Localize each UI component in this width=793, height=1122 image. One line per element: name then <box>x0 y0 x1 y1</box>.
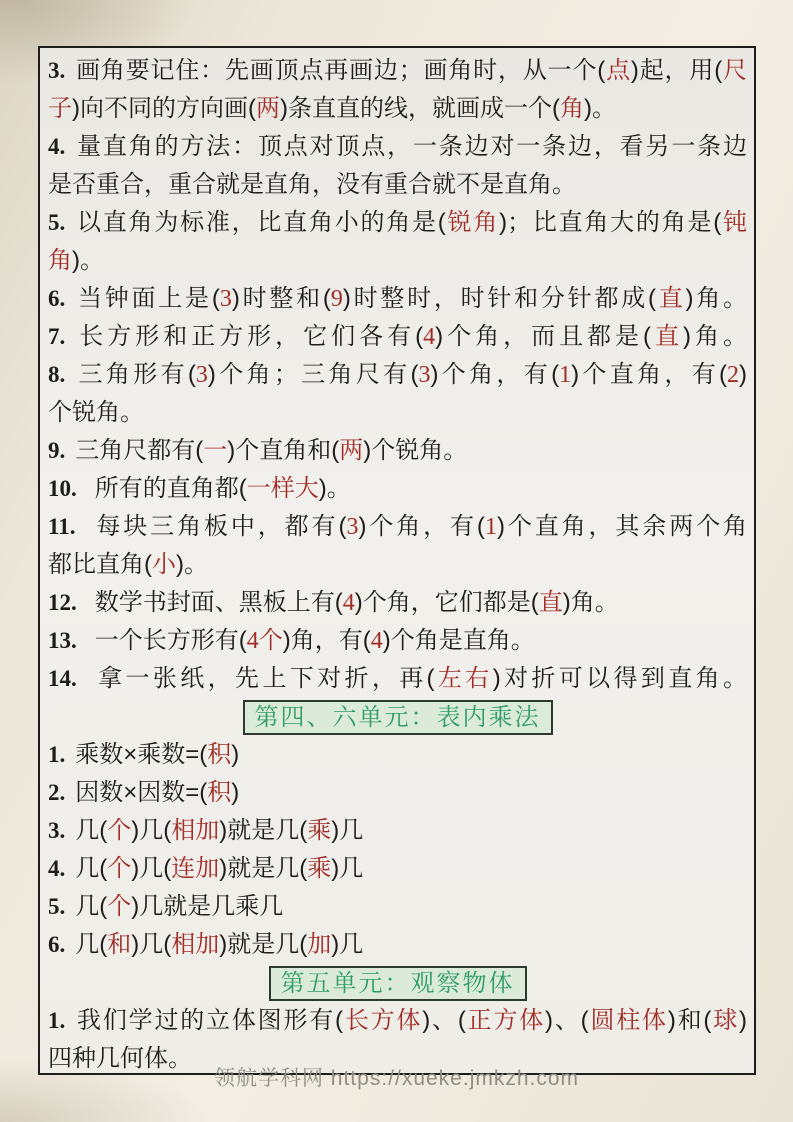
item-number: 3. <box>48 818 66 843</box>
note-text: 三角尺都有( <box>75 437 204 464</box>
note-text: )几 <box>331 855 364 882</box>
note-line <box>48 508 747 546</box>
answer-text: 乘 <box>307 856 332 882</box>
answer-text: 个 <box>107 894 132 920</box>
answer-text: 3 <box>418 362 431 388</box>
answer-text: 直 <box>655 286 686 312</box>
answer-text: 9 <box>330 286 343 312</box>
note-text: 所有的直角都( <box>94 475 247 502</box>
answer-text: 圆柱体 <box>588 1008 668 1034</box>
answer-text: 尺 <box>722 58 747 84</box>
note-line <box>48 1002 747 1040</box>
note-text: )角。 <box>562 589 619 616</box>
item-number: 4. <box>48 134 66 159</box>
answer-text: 乘 <box>307 818 332 844</box>
item-number: 14. <box>48 666 77 691</box>
note-text: 几( <box>75 855 108 882</box>
note-text: ) <box>231 779 240 806</box>
note-text: )。 <box>318 475 351 502</box>
item-number: 7. <box>48 324 66 349</box>
note-text: 三角形有( <box>75 361 196 388</box>
note-text: )个角，有( <box>358 513 485 540</box>
answer-text: 左右 <box>434 666 493 692</box>
note-line <box>48 850 747 888</box>
note-text: 一个长方形有( <box>94 627 247 654</box>
note-line <box>48 90 747 128</box>
note-text: )个角，而且都是( <box>435 323 652 350</box>
note-text: ) <box>231 741 240 768</box>
item-number: 2. <box>48 780 66 805</box>
answer-text: 直 <box>538 590 563 616</box>
note-text: 画角要记住：先画顶点再画边；画角时，从一个( <box>75 57 606 84</box>
item-number: 1. <box>48 1008 66 1033</box>
note-text: )几( <box>131 855 172 882</box>
item-number: 11. <box>48 514 76 539</box>
answer-text: 子 <box>48 96 72 122</box>
note-text: 因数×因数=( <box>75 779 208 806</box>
note-text: 长方形和正方形，它们各有( <box>75 323 424 350</box>
note-text: 是否重合，重合就是直角，没有重合就不是直角。 <box>48 171 576 198</box>
answer-text: 1 <box>484 514 497 540</box>
answer-text: 两 <box>255 96 280 122</box>
answer-text: 正方体 <box>465 1008 546 1034</box>
note-line <box>48 774 747 812</box>
note-text: 量直角的方法：顶点对顶点，一条边对一条边，看另一条边 <box>75 133 747 160</box>
note-text: 乘数×乘数=( <box>75 741 208 768</box>
item-number: 5. <box>48 894 66 919</box>
answer-text: 加 <box>307 932 332 958</box>
answer-text: 锐角 <box>445 210 500 236</box>
note-line <box>48 52 747 90</box>
answer-text: 两 <box>339 438 364 464</box>
answer-text: 2 <box>727 362 740 388</box>
answer-text: 钝 <box>721 210 747 236</box>
section-header-row <box>48 698 747 736</box>
note-text: 几( <box>75 893 108 920</box>
note-line <box>48 888 747 926</box>
item-number: 5. <box>48 210 66 235</box>
note-line <box>48 736 747 774</box>
note-line <box>48 584 747 622</box>
note-line <box>48 280 747 318</box>
answer-text: 直 <box>651 324 684 350</box>
note-line <box>48 622 747 660</box>
answer-text: 3 <box>195 362 208 388</box>
note-text: )个角，它们都是( <box>354 589 539 616</box>
note-text: )个直角和( <box>227 437 340 464</box>
note-text: 几( <box>75 931 108 958</box>
note-text: )个锐角。 <box>363 437 468 464</box>
item-number: 13. <box>48 628 77 653</box>
note-line <box>48 546 747 584</box>
note-text: )几( <box>131 931 172 958</box>
note-text: )、( <box>545 1007 589 1034</box>
note-text: )时整时，时针和分针都成( <box>342 285 656 312</box>
note-line <box>48 128 747 166</box>
note-line <box>48 318 747 356</box>
section-header: 第五单元：观察物体 <box>269 966 527 1001</box>
answer-text: 一样大 <box>246 476 319 502</box>
note-line <box>48 394 747 432</box>
item-number: 1. <box>48 742 66 767</box>
note-text: )。 <box>583 95 616 122</box>
answer-text: 3 <box>219 286 232 312</box>
note-text: 每块三角板中，都有( <box>93 513 347 540</box>
answer-text: 角 <box>48 248 72 274</box>
answer-text: 4 <box>342 590 355 616</box>
note-line <box>48 926 747 964</box>
answer-text: 个 <box>107 818 132 844</box>
item-number: 10. <box>48 476 77 501</box>
answer-text: 小 <box>152 552 176 578</box>
item-number: 9. <box>48 438 66 463</box>
note-text: )就是几( <box>219 817 308 844</box>
note-line <box>48 660 747 698</box>
note-text: )几( <box>131 817 172 844</box>
answer-text: 4 <box>423 324 436 350</box>
answer-text: 积 <box>207 780 232 806</box>
note-text: )个角；三角尺有( <box>207 361 419 388</box>
note-text: )；比直角大的角是( <box>499 209 722 236</box>
section-header: 第四、六单元：表内乘法 <box>243 700 553 735</box>
note-text: )几就是几乘几 <box>131 893 284 920</box>
note-text: )几 <box>331 817 364 844</box>
answer-text: 球 <box>711 1008 740 1034</box>
note-line <box>48 470 747 508</box>
notes-sheet <box>38 46 756 1075</box>
note-text: )就是几( <box>219 855 308 882</box>
answer-text: 点 <box>605 58 631 84</box>
watermark-text: 领航学科网 https://xueke.jmkzh.com <box>213 1067 580 1090</box>
note-line <box>48 166 747 204</box>
note-text: 几( <box>75 817 108 844</box>
note-text: )角。 <box>685 285 747 312</box>
note-text: ) <box>739 1007 747 1034</box>
note-line <box>48 812 747 850</box>
answer-text: 积 <box>207 742 232 768</box>
item-number: 6. <box>48 932 66 957</box>
answer-text: 和 <box>107 932 132 958</box>
note-line <box>48 204 747 242</box>
item-number: 6. <box>48 286 66 311</box>
item-number: 4. <box>48 856 66 881</box>
note-text: )对折可以得到直角。 <box>492 665 747 692</box>
item-number: 8. <box>48 362 66 387</box>
note-line <box>48 242 747 280</box>
note-text: )和( <box>667 1007 712 1034</box>
note-text: )向不同的方向画( <box>72 95 256 122</box>
note-text: )角，有( <box>282 627 371 654</box>
answer-text: 个 <box>107 856 132 882</box>
answer-text: 4个 <box>246 628 283 654</box>
note-text: )就是几( <box>219 931 308 958</box>
note-line <box>48 432 747 470</box>
note-text: 个锐角。 <box>48 399 144 426</box>
answer-text: 3 <box>346 514 359 540</box>
note-text: )角。 <box>683 323 747 350</box>
note-text: 数学书封面、黑板上有( <box>94 589 343 616</box>
note-text: 我们学过的立体图形有( <box>75 1007 344 1034</box>
item-number: 12. <box>48 590 77 615</box>
answer-text: 4 <box>370 628 383 654</box>
note-text: )几 <box>331 931 364 958</box>
note-text: )个角是直角。 <box>382 627 535 654</box>
note-text: )条直直的线，就画成一个( <box>279 95 560 122</box>
note-text: 四种几何体。 <box>48 1045 192 1072</box>
note-text: )起，用( <box>630 57 723 84</box>
note-text: 以直角为标准，比直角小的角是( <box>75 209 446 236</box>
answer-text: 一 <box>203 438 228 464</box>
item-number: 3. <box>48 58 66 83</box>
note-text: )。 <box>72 247 104 274</box>
note-text: )时整和( <box>231 285 331 312</box>
note-text: )、( <box>422 1007 466 1034</box>
answer-text: 相加 <box>171 932 220 958</box>
note-text: )个直角，有( <box>571 361 728 388</box>
note-text: 当钟面上是( <box>75 285 220 312</box>
note-text: 都比直角( <box>48 551 152 578</box>
note-text: )个角，有( <box>430 361 560 388</box>
answer-text: 长方体 <box>343 1008 423 1034</box>
answer-text: 角 <box>559 96 584 122</box>
answer-text: 1 <box>559 362 572 388</box>
note-text: ) <box>739 361 747 388</box>
note-text: )。 <box>176 551 208 578</box>
answer-text: 连加 <box>171 856 220 882</box>
section-header-row <box>48 964 747 1002</box>
note-line <box>48 356 747 394</box>
note-text: )个直角，其余两个角 <box>496 513 747 540</box>
answer-text: 相加 <box>171 818 220 844</box>
note-text: 拿一张纸，先上下对折，再( <box>94 665 435 692</box>
